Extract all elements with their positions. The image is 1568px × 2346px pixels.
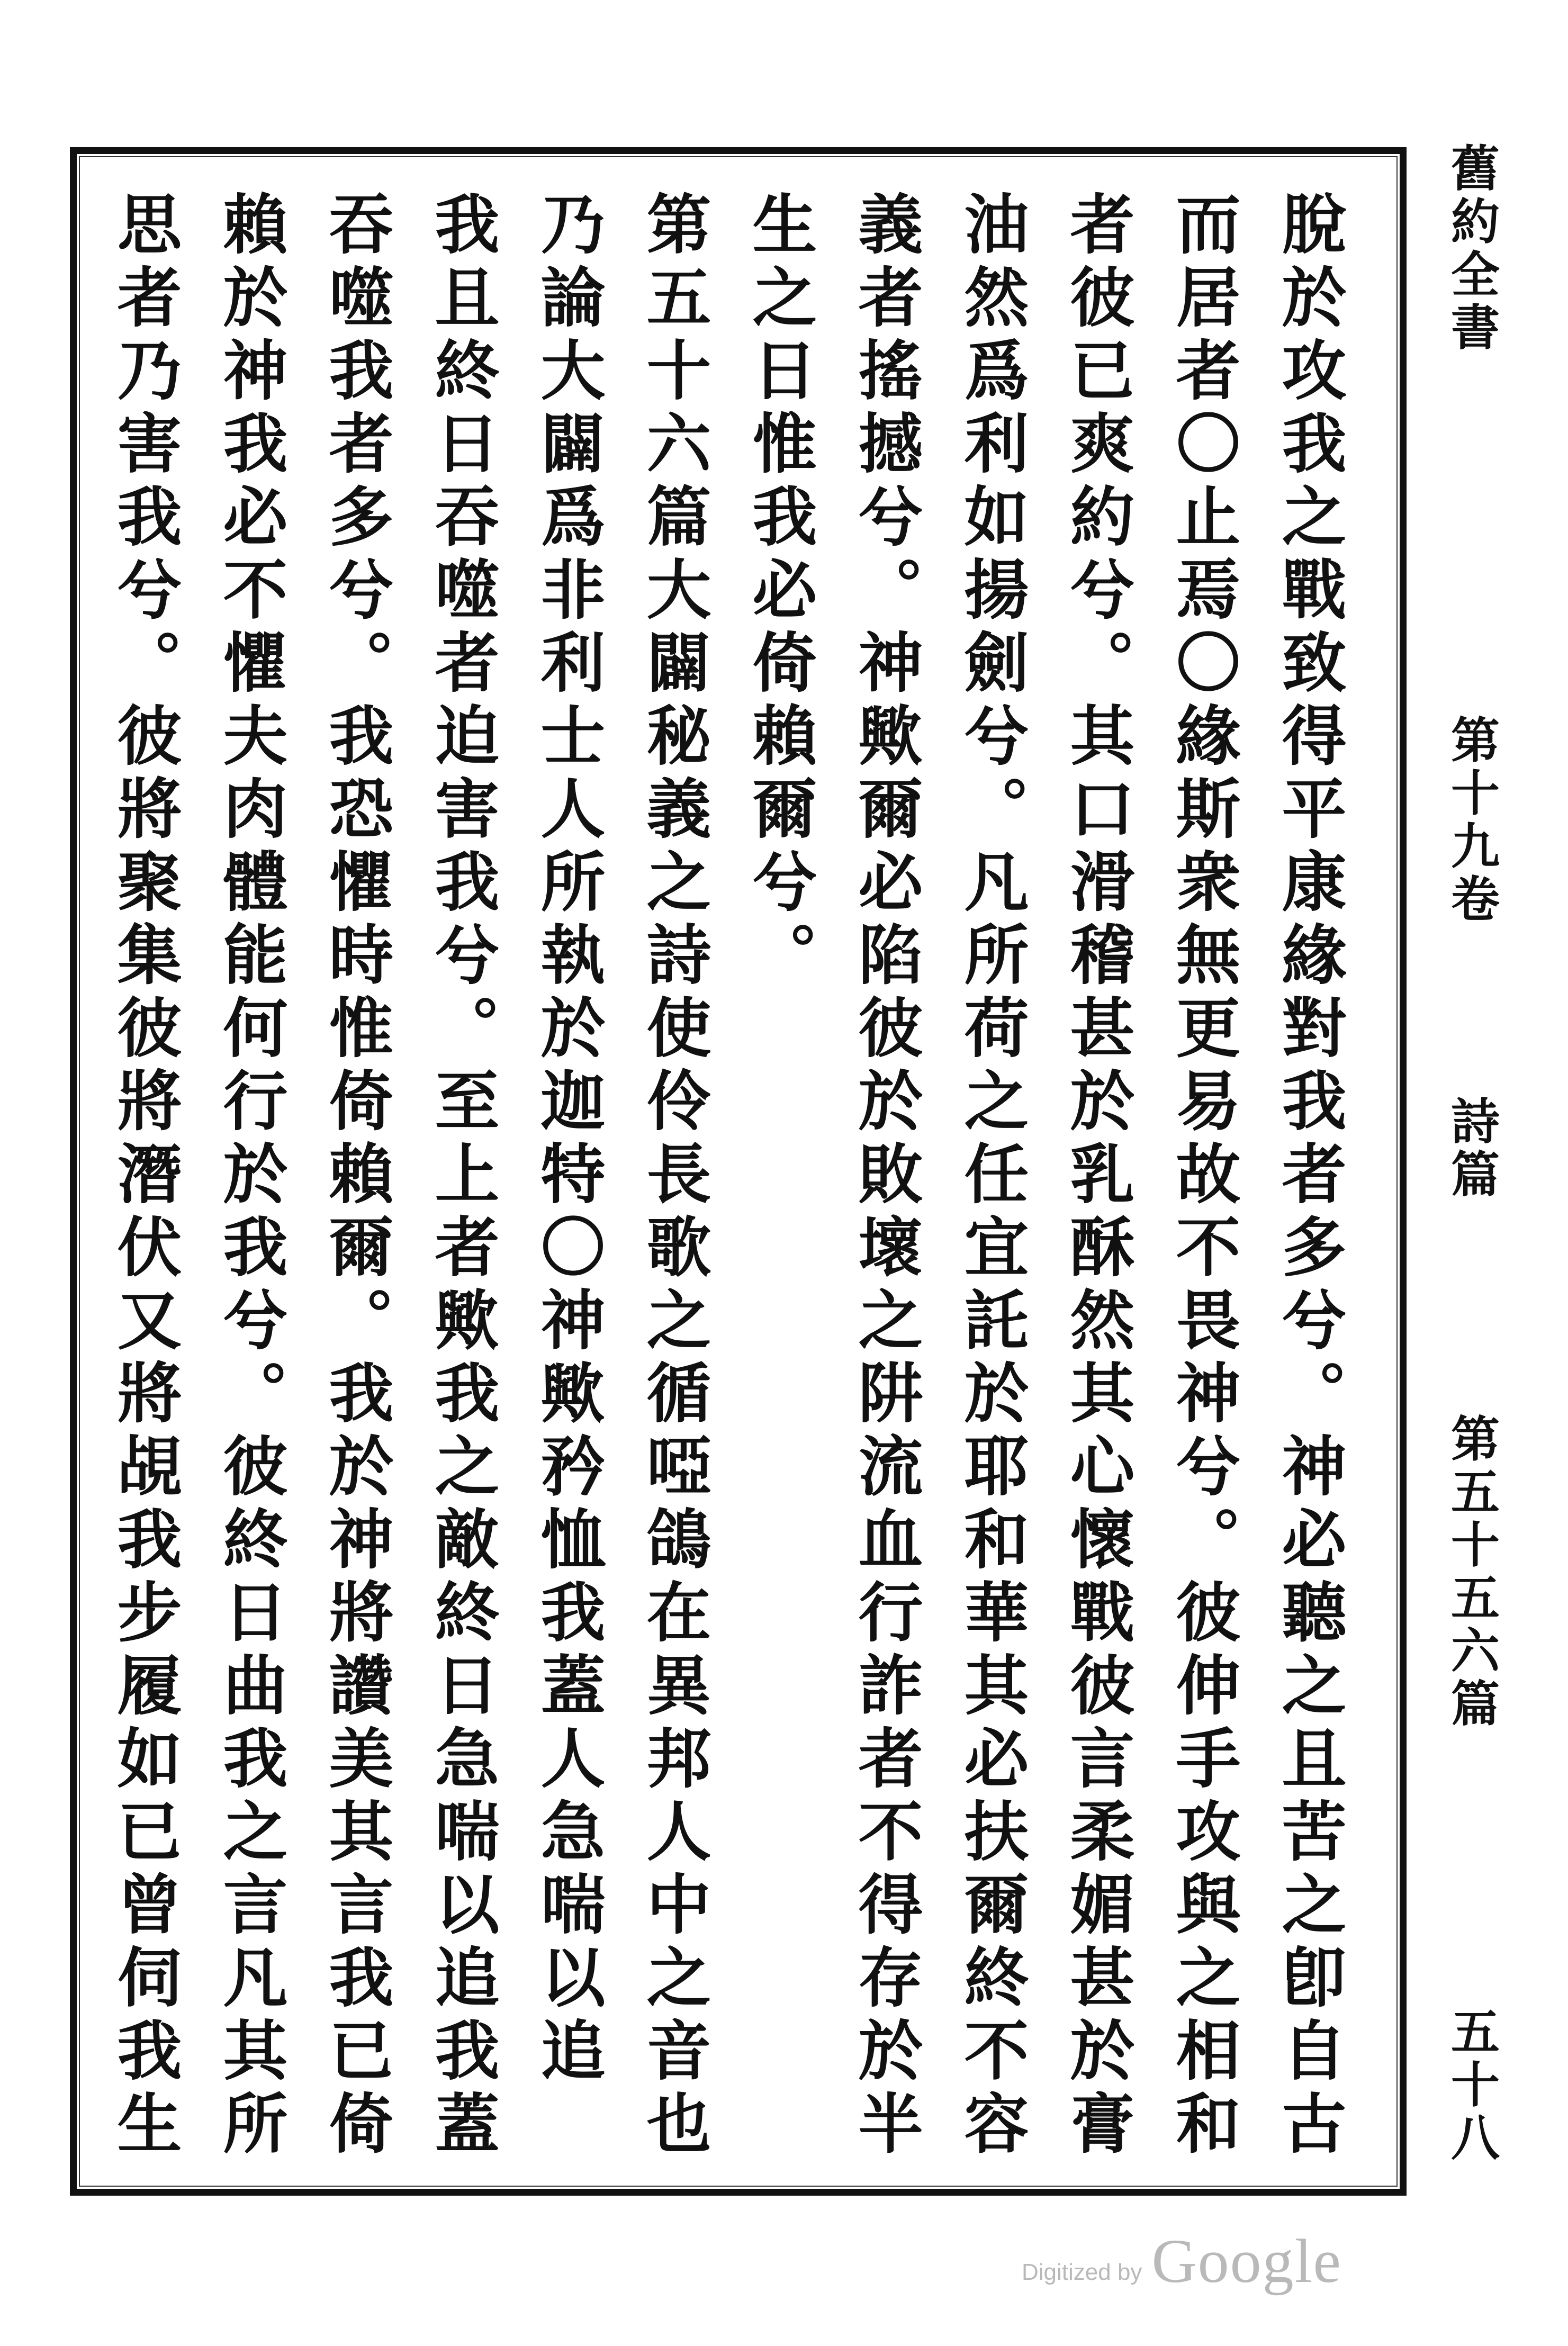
text-column-2: 而居者〇止焉〇緣斯衆無更易故不畏神兮。彼伸手攻與之相和 — [1165, 191, 1241, 2163]
volume-label: 第十九卷 — [1443, 715, 1500, 926]
text-column-7: 第五十六篇大闢秘義之詩使伶長歌之循啞鴿在異邦人中之音也 — [636, 191, 712, 2163]
text-column-9: 我且終日吞噬者迫害我兮。至上者歟我之敵終日急喘以追我蓋 — [424, 191, 500, 2163]
margin-header — [1429, 143, 1514, 2165]
google-logo: Google — [1151, 2226, 1342, 2296]
text-column-1: 脫於攻我之戰致得平康緣對我者多兮。神必聽之且苦之卽自古 — [1271, 191, 1347, 2163]
text-column-4: 油然爲利如揚劍兮。凡所荷之任宜託於耶和華其必扶爾終不容 — [953, 191, 1030, 2163]
section-label: 詩篇 — [1443, 1096, 1500, 1202]
page-number: 五十八 — [1443, 2006, 1500, 2165]
digitized-watermark — [1022, 2223, 1342, 2297]
text-column-8: 乃論大闢爲非利士人所執於迦特〇神歟矜恤我蓋人急喘以追 — [530, 191, 606, 2090]
text-column-6: 生之日惟我必倚賴爾兮。 — [742, 191, 818, 994]
vertical-text-body — [96, 191, 1367, 2181]
book-title: 舊約全書 — [1443, 143, 1500, 355]
text-column-11: 賴於神我必不懼夫肉體能何行於我兮。彼終日曲我之言凡其所 — [212, 191, 289, 2163]
text-column-3: 者彼已爽約兮。其口滑稽甚於乳酥然其心懷戰彼言柔媚甚於膏 — [1059, 191, 1136, 2163]
digitized-by-label: Digitized by — [1022, 2259, 1142, 2285]
chapter-range: 第五十五六篇 — [1443, 1413, 1500, 1731]
text-column-10: 吞噬我者多兮。我恐懼時惟倚賴爾。我於神將讚美其言我已倚 — [318, 191, 394, 2163]
text-column-12: 思者乃害我兮。彼將聚集彼將潛伏又將覘我步履如已曾伺我生 — [106, 191, 183, 2163]
text-column-5: 義者搖撼兮。神歟爾必陷彼於敗壞之阱流血行詐者不得存於半 — [848, 191, 924, 2163]
